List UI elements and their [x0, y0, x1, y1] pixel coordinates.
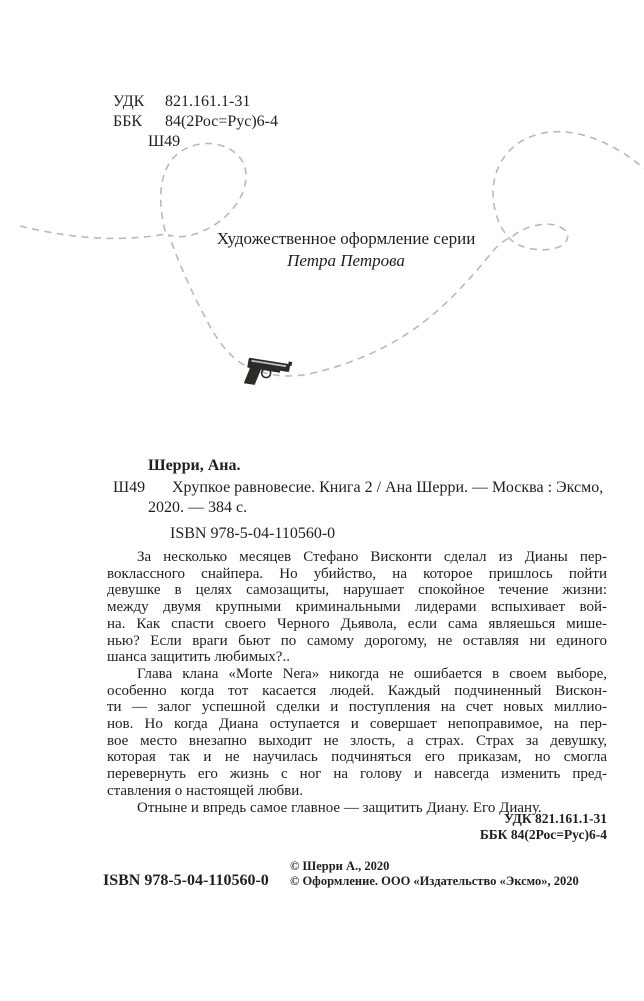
annotation-paragraph-1: За несколько месяцев Стефано Висконти сделал из Дианы пер- воклассного снайпера. Но убийство, на которое пришлось пойти девушке в целях самозащиты, нарушает спокойное течение жизни: между двумя крупными криминальными лидерами вспыхивает вой- на. Как спасти своего Черного Дьявола, если сама являешься мише- нью? Если враги бьют по самому дорогому, не оставляя ни единого шанса защитить любимых?..: [107, 549, 607, 666]
bbk-line: [113, 112, 278, 132]
annotation-text: [107, 549, 607, 816]
bbk-value: 84(2Рос=Рус)6-4: [165, 113, 279, 130]
footer-isbn: ISBN 978-5-04-110560-0: [103, 872, 269, 889]
index-codes-right: [480, 811, 607, 842]
bbk-right: ББК 84(2Рос=Рус)6-4: [479, 826, 607, 842]
series-credit-line: Художественное оформление серии: [216, 229, 476, 248]
bib-title-line: [113, 478, 603, 498]
bib-year-pages: 2020. — 384 с.: [148, 499, 248, 516]
annotation-paragraph-2: Глава клана «Morte Nera» никогда не ошибается в своем выборе, особенно когда тот касается людей. Каждый подчиненный Вискон- ти — залог успешной сделки и поступления на счет новых миллио- нов. Но когда Диана оступается и совершает непоправимое, на пер- вое место внезапно выходит не злость, а страх. Страх за девушку, которая так и не научилась подчиняться его приказам, но смогла перевернуть его жизнь с ног на голову и навсегда изменить пред- ставления о настоящей любви.: [107, 665, 607, 799]
isbn-number: ISBN 978-5-04-110560-0: [170, 525, 336, 542]
copyright-publisher: © Оформление. ООО «Издательство «Эксмо», 2020: [290, 873, 579, 888]
author-sign-line: [113, 132, 278, 152]
udk-line: [113, 92, 278, 112]
pistol-icon: [244, 355, 292, 390]
bbk-label: ББК: [113, 113, 143, 130]
author-sign-code: Ш49: [113, 479, 146, 496]
book-author: Шерри, Ана.: [148, 457, 241, 474]
copyright-block: [290, 859, 579, 888]
series-credit: [120, 228, 572, 272]
annotation-paragraph-3: Отныне и впредь самое главное — защитить Диану. Его Диану.: [137, 799, 542, 816]
book-title-imprint: Хрупкое равновесие. Книга 2 / Ана Шерри. — Москва : Эксмо,: [172, 479, 604, 496]
udk-label: УДК: [113, 93, 145, 110]
bibliographic-record: [113, 456, 603, 544]
udk-value: 821.161.1-31: [165, 93, 251, 110]
udk-right: УДК 821.161.1-31: [504, 811, 607, 826]
author-sign-value: Ш49: [148, 133, 181, 150]
series-designer-name: Петра Петрова: [287, 251, 405, 270]
copyright-author: © Шерри А., 2020: [290, 859, 390, 873]
top-index-codes: [113, 92, 278, 152]
